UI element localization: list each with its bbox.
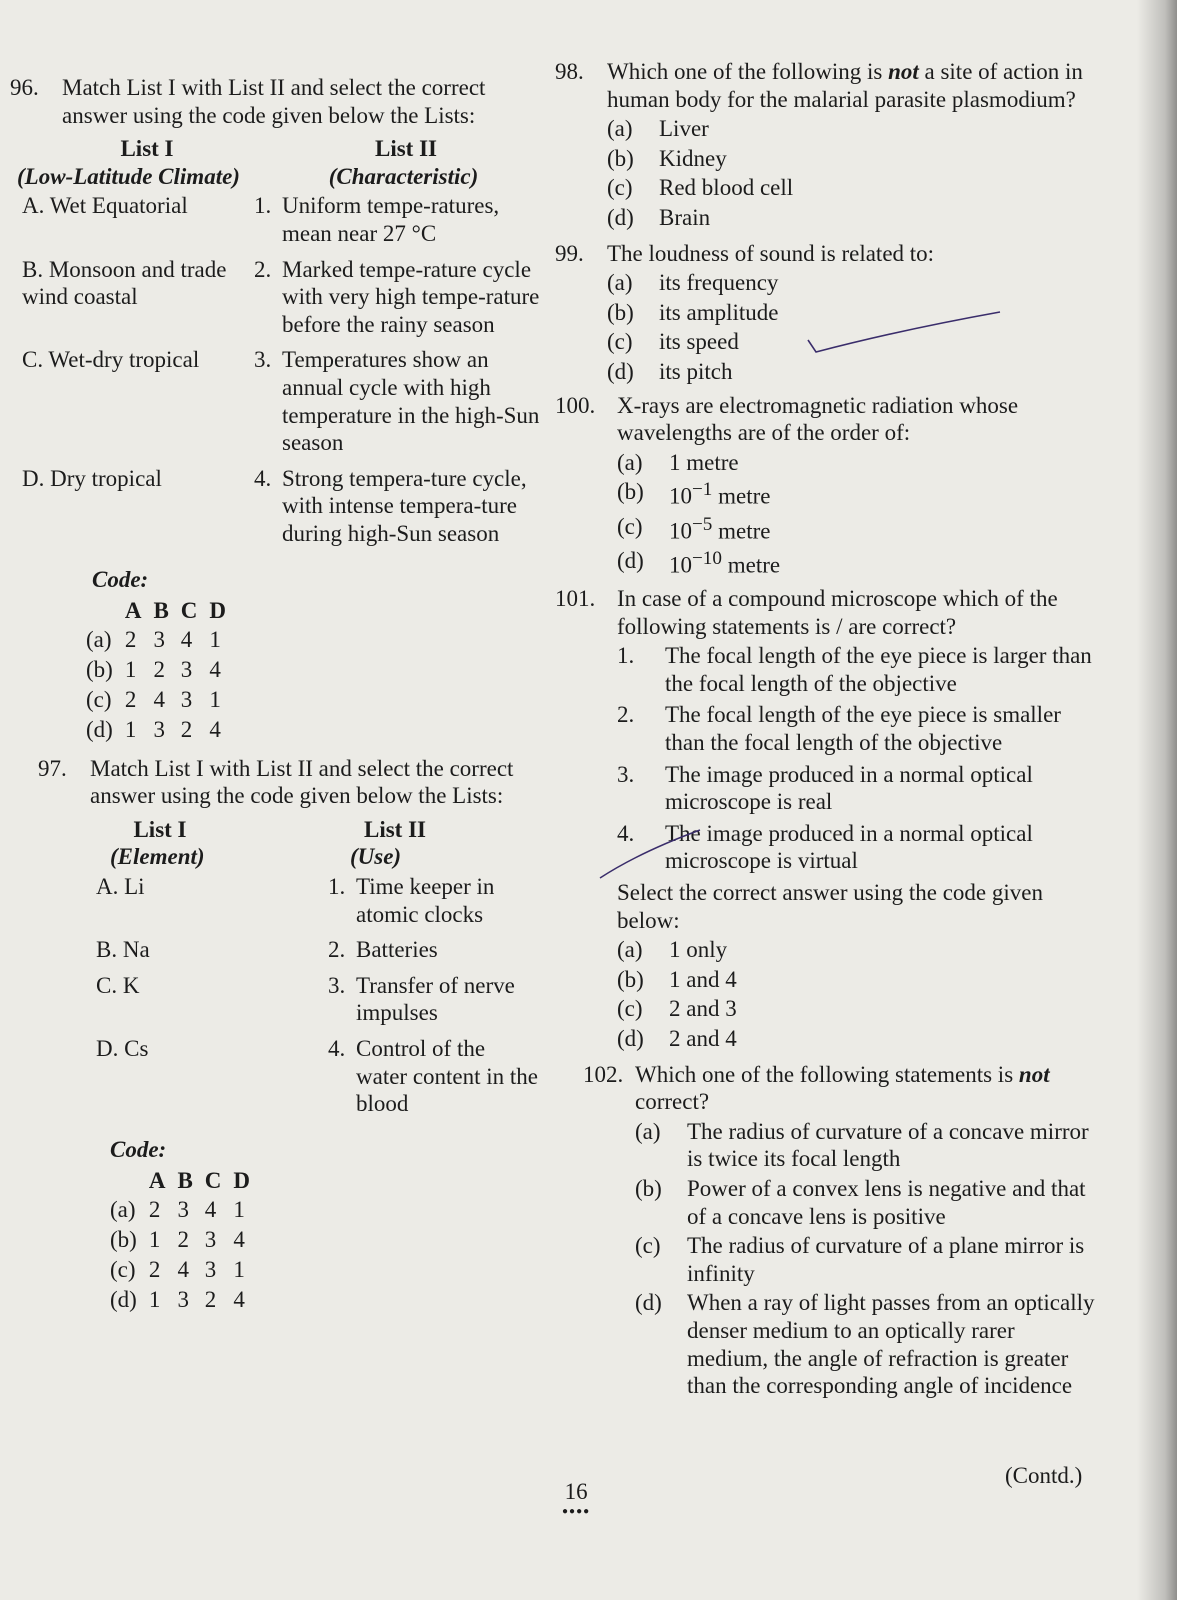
- option: [607, 299, 1095, 327]
- option: [617, 513, 1095, 545]
- code-cell: 2: [180, 716, 193, 742]
- list-2-text: Time keeper in atomic clocks: [356, 874, 495, 927]
- statement-text: The image produced in a normal optical microscope is virtual: [665, 820, 1033, 874]
- code-row: [110, 1225, 262, 1255]
- list-2-text: Marked tempe-rature cycle with very high tempe-rature before the rainy season: [282, 256, 540, 337]
- list-2-text: Strong tempera-ture cycle, with intense tempera-ture during high-Sun season: [282, 465, 527, 546]
- option-text: [669, 449, 739, 477]
- list-2-item: [328, 873, 540, 928]
- option: [607, 145, 1095, 173]
- list-2-number: 1.: [328, 874, 346, 900]
- option-unit: metre: [712, 518, 771, 544]
- options-list: [617, 449, 1095, 579]
- question-number: 101.: [555, 586, 596, 612]
- option-label: (a): [617, 937, 643, 963]
- code-option-label: (b): [86, 656, 113, 682]
- list-1-item: B. Na: [96, 937, 150, 963]
- option-text: When a ray of light passes from an optically denser medium to an optically rarer medium, the angle of refraction is greater than the corresponding angle of incidence: [687, 1290, 1095, 1399]
- list-2-text: Temperatures show an annual cycle with high temperature in the high-Sun season: [282, 347, 540, 456]
- list-1-item: A. Wet Equatorial: [22, 193, 188, 219]
- code-cell: 2: [148, 1197, 161, 1223]
- code-cell: 4: [233, 1287, 245, 1313]
- option: [607, 328, 1095, 356]
- code-row: [86, 625, 238, 655]
- question-stem: The loudness of sound is related to:: [607, 240, 935, 266]
- code-option-label: (b): [110, 1227, 137, 1253]
- match-row: [96, 1035, 540, 1118]
- option: [635, 1175, 1095, 1230]
- code-cell: 1: [209, 626, 221, 652]
- question-100: [555, 392, 1095, 580]
- code-header-blank: [86, 597, 125, 625]
- page-number-dots: ●●●●: [562, 1505, 591, 1517]
- code-row: [110, 1195, 262, 1225]
- code-option-label: (d): [86, 716, 113, 742]
- option: [635, 1289, 1095, 1399]
- statement: [617, 820, 1095, 875]
- list-2-text: Control of the water content in the blood: [356, 1036, 539, 1117]
- list-1-heading: List I: [133, 816, 187, 842]
- code-cell: 3: [180, 656, 193, 682]
- option-text: Liver: [659, 116, 709, 142]
- option-label: (d): [617, 547, 644, 573]
- match-row: [22, 256, 540, 339]
- question-stem: Match List I with List II and select the correct answer using the code given below the Lists:: [90, 755, 514, 809]
- match-row: [96, 972, 540, 1027]
- list-1-item: A. Li: [96, 874, 145, 900]
- statement-number: 2.: [617, 702, 635, 728]
- list-2-item: [254, 346, 540, 456]
- option-text: 2 and 3: [669, 996, 737, 1022]
- question-stem: Which one of the following statements is not correct?: [635, 1061, 1050, 1115]
- options-list: [635, 1118, 1095, 1400]
- list-2-item: [254, 465, 540, 548]
- code-header-cell: A: [124, 598, 142, 624]
- match-row: [22, 465, 540, 548]
- list-2-item: [328, 1035, 540, 1118]
- code-cell: 4: [209, 716, 221, 742]
- code-row: [86, 715, 238, 745]
- code-table: [86, 597, 238, 745]
- statement-number: 3.: [617, 761, 635, 787]
- option-label: (c): [617, 996, 643, 1022]
- question-number: 96.: [10, 75, 39, 100]
- code-header-cell: D: [233, 1168, 251, 1194]
- code-cell: 4: [177, 1257, 189, 1283]
- list-2-text: Batteries: [356, 937, 438, 963]
- code-cell: 2: [153, 656, 165, 682]
- match-row: [96, 873, 540, 928]
- code-row: [110, 1285, 262, 1315]
- list-2-item: [328, 972, 540, 1027]
- option-text: Red blood cell: [659, 175, 794, 201]
- code-header-cell: A: [148, 1168, 166, 1194]
- question-97: [10, 755, 540, 1315]
- option: [617, 936, 1095, 964]
- option: [617, 995, 1095, 1023]
- code-title: Code:: [110, 1136, 167, 1162]
- code-cell: 1: [124, 716, 137, 742]
- code-cell: 4: [204, 1197, 217, 1223]
- question-number: 100.: [555, 392, 596, 418]
- option-label: (c): [607, 175, 633, 201]
- options-list: [607, 115, 1095, 231]
- option: [617, 478, 1095, 510]
- code-header-cell: B: [153, 598, 169, 624]
- option-label: (c): [617, 513, 643, 539]
- list-2-item: [254, 256, 540, 339]
- code-cell: 4: [153, 686, 165, 712]
- option-text: The radius of curvature of a plane mirror is infinity: [687, 1233, 1085, 1286]
- statement: [617, 701, 1095, 756]
- statement-text: The focal length of the eye piece is smaller than the focal length of the objective: [665, 702, 1061, 756]
- list-2-subheading: (Characteristic): [328, 163, 479, 189]
- option-label: (a): [607, 270, 633, 296]
- code-cell: 1: [209, 686, 221, 712]
- option: [635, 1232, 1095, 1287]
- list-1-heading: List I: [120, 136, 174, 162]
- option-label: (a): [635, 1118, 661, 1144]
- option-label: (d): [607, 358, 634, 384]
- option: [607, 269, 1095, 297]
- list-2-number: 1.: [254, 193, 272, 219]
- list-2-text: Transfer of nerve impulses: [356, 972, 515, 1026]
- option-text: its speed: [659, 329, 739, 355]
- option-base: 1 metre: [669, 449, 739, 475]
- question-98: [555, 58, 1095, 232]
- list-1-item: D. Cs: [96, 1036, 149, 1062]
- code-cell: 2: [124, 686, 137, 712]
- option-base: 10: [669, 552, 692, 578]
- question-number: 98.: [555, 59, 584, 84]
- code-header-row: [86, 597, 238, 625]
- match-row: [22, 346, 540, 456]
- option-exponent: −5: [692, 513, 713, 535]
- option: [607, 204, 1095, 232]
- option-exponent: −1: [692, 479, 713, 501]
- statement: [617, 761, 1095, 816]
- option-exponent: −10: [692, 547, 722, 569]
- question-number: 97.: [38, 755, 67, 781]
- code-table: [110, 1167, 262, 1315]
- code-option-label: (d): [110, 1287, 137, 1313]
- statement-text: The image produced in a normal optical microscope is real: [665, 761, 1033, 815]
- option-label: (c): [607, 329, 633, 355]
- option-text: its frequency: [659, 270, 779, 296]
- list-2-number: 2.: [254, 256, 272, 282]
- option: [607, 115, 1095, 143]
- option-text: Kidney: [659, 145, 727, 171]
- question-99: [555, 240, 1095, 386]
- option-text: 2 and 4: [669, 1025, 737, 1051]
- option: [617, 449, 1095, 477]
- question-number: 102.: [583, 1061, 624, 1087]
- code-header-cell: D: [209, 598, 227, 624]
- list-2-item: [254, 192, 540, 247]
- code-cell: 3: [177, 1197, 189, 1223]
- code-row: [110, 1255, 262, 1285]
- option: [607, 358, 1095, 386]
- list-1-item: B. Monsoon and trade wind coastal: [22, 256, 227, 310]
- code-cell: 1: [148, 1227, 161, 1253]
- code-header-cell: C: [180, 598, 198, 624]
- option: [635, 1118, 1095, 1173]
- list-subheadings: [110, 843, 540, 871]
- code-row: [86, 655, 238, 685]
- code-cell: 1: [233, 1257, 245, 1283]
- question-stem: X-rays are electromagnetic radiation whose wavelengths are of the order of:: [617, 392, 1019, 446]
- list-subheadings: [17, 163, 540, 191]
- list-1-item: D. Dry tropical: [22, 465, 162, 491]
- code-option-label: (c): [110, 1257, 136, 1283]
- emphasis-not: not: [1018, 1061, 1050, 1087]
- code-cell: 2: [204, 1287, 217, 1313]
- option-unit: metre: [712, 483, 771, 509]
- option-text: its amplitude: [659, 299, 779, 325]
- option: [617, 966, 1095, 994]
- option-label: (c): [635, 1233, 661, 1259]
- continued-label: (Contd.): [1005, 1463, 1083, 1488]
- statement-number: 1.: [617, 643, 635, 669]
- list-2-number: 4.: [254, 465, 272, 491]
- list-headings: [22, 135, 540, 163]
- list-2-heading: List II: [375, 136, 437, 162]
- code-cell: 3: [177, 1287, 189, 1313]
- code-cell: 1: [148, 1287, 161, 1313]
- code-cell: 4: [180, 626, 193, 652]
- match-rows: [22, 192, 540, 547]
- match-row: [22, 192, 540, 247]
- option-text: The radius of curvature of a concave mirror is twice its focal length: [687, 1118, 1089, 1172]
- option-label: (d): [635, 1290, 662, 1316]
- question-number: 99.: [555, 240, 584, 266]
- option: [607, 174, 1095, 202]
- option-text: [669, 478, 771, 510]
- code-cell: 2: [177, 1227, 189, 1253]
- list-2-number: 3.: [328, 972, 346, 998]
- option: [617, 547, 1095, 579]
- list-2-number: 2.: [328, 937, 346, 963]
- code-header-blank: [110, 1167, 149, 1195]
- list-1-subheading: (Low-Latitude Climate): [17, 163, 240, 189]
- right-column: [555, 58, 1095, 1406]
- options-list: [617, 936, 1095, 1052]
- option-label: (b): [607, 299, 634, 325]
- code-cell: 4: [233, 1227, 245, 1253]
- question-96: [10, 74, 540, 745]
- list-2-number: 4.: [328, 1036, 346, 1062]
- option-label: (d): [607, 204, 634, 230]
- code-header-row: [110, 1167, 262, 1195]
- list-1-item: C. K: [96, 972, 140, 998]
- option-label: (b): [607, 145, 634, 171]
- code-cell: 3: [204, 1227, 217, 1253]
- option-text: [669, 513, 771, 545]
- question-102: [555, 1061, 1095, 1400]
- option-base: 10: [669, 483, 692, 509]
- code-cell: 3: [153, 716, 165, 742]
- code-cell: 1: [124, 656, 137, 682]
- code-cell: 3: [153, 626, 165, 652]
- statement-number: 4.: [617, 820, 635, 846]
- code-cell: 2: [148, 1257, 161, 1283]
- option-text: 1 and 4: [669, 966, 737, 992]
- option-label: (b): [617, 479, 644, 505]
- statement: [617, 642, 1095, 697]
- code-option-label: (a): [86, 626, 112, 652]
- page-number-text: 16: [564, 1479, 588, 1504]
- option-label: (a): [607, 116, 633, 142]
- code-option-label: (a): [110, 1197, 136, 1223]
- list-2-item: [328, 936, 540, 964]
- question-stem: Which one of the following is not a site of action in human body for the malarial parasite plasmodium?: [607, 59, 1083, 112]
- list-2-number: 3.: [254, 347, 272, 373]
- match-rows: [96, 873, 540, 1118]
- left-column: [10, 58, 540, 1321]
- option-text: 1 only: [669, 937, 728, 963]
- option: [617, 1025, 1095, 1053]
- option-label: (b): [617, 966, 644, 992]
- list-2-text: Uniform tempe-ratures, mean near 27 °C: [282, 193, 500, 246]
- option-text: its pitch: [659, 358, 733, 384]
- option-label: (a): [617, 449, 643, 475]
- list-2-subheading: (Use): [350, 844, 402, 870]
- code-option-label: (c): [86, 686, 112, 712]
- match-row: [96, 936, 540, 964]
- question-stem: In case of a compound microscope which of the following statements is / are correct?: [617, 586, 1058, 639]
- emphasis-not: not: [888, 59, 919, 84]
- code-cell: 1: [233, 1197, 245, 1223]
- list-headings: [70, 816, 540, 844]
- code-header-cell: C: [204, 1168, 222, 1194]
- code-cell: 3: [180, 686, 193, 712]
- option-text: [669, 547, 780, 579]
- option-base: 10: [669, 518, 692, 544]
- option-unit: metre: [721, 552, 781, 578]
- statements-list: [617, 642, 1095, 875]
- question-101: [555, 585, 1095, 1053]
- list-1-subheading: (Element): [110, 844, 205, 870]
- code-title: Code:: [92, 566, 149, 592]
- option-text: Power of a convex lens is negative and that of a concave lens is positive: [687, 1175, 1086, 1229]
- select-instruction: Select the correct answer using the code given below:: [617, 880, 1043, 933]
- page-edge-shadow: [1137, 0, 1177, 1600]
- code-header-cell: B: [177, 1168, 193, 1194]
- option-label: (d): [617, 1025, 644, 1051]
- code-cell: 2: [124, 626, 137, 652]
- code-row: [86, 685, 238, 715]
- code-cell: 3: [204, 1257, 217, 1283]
- question-stem: Match List I with List II and select the correct answer using the code given below the Lists:: [62, 75, 486, 128]
- option-label: (b): [635, 1175, 662, 1201]
- list-2-heading: List II: [364, 816, 426, 842]
- code-cell: 4: [209, 656, 221, 682]
- list-1-item: C. Wet-dry tropical: [22, 347, 200, 373]
- option-text: Brain: [659, 204, 711, 230]
- options-list: [607, 269, 1095, 385]
- page-number: [562, 1478, 590, 1518]
- statement-text: The focal length of the eye piece is larger than the focal length of the objective: [665, 643, 1092, 696]
